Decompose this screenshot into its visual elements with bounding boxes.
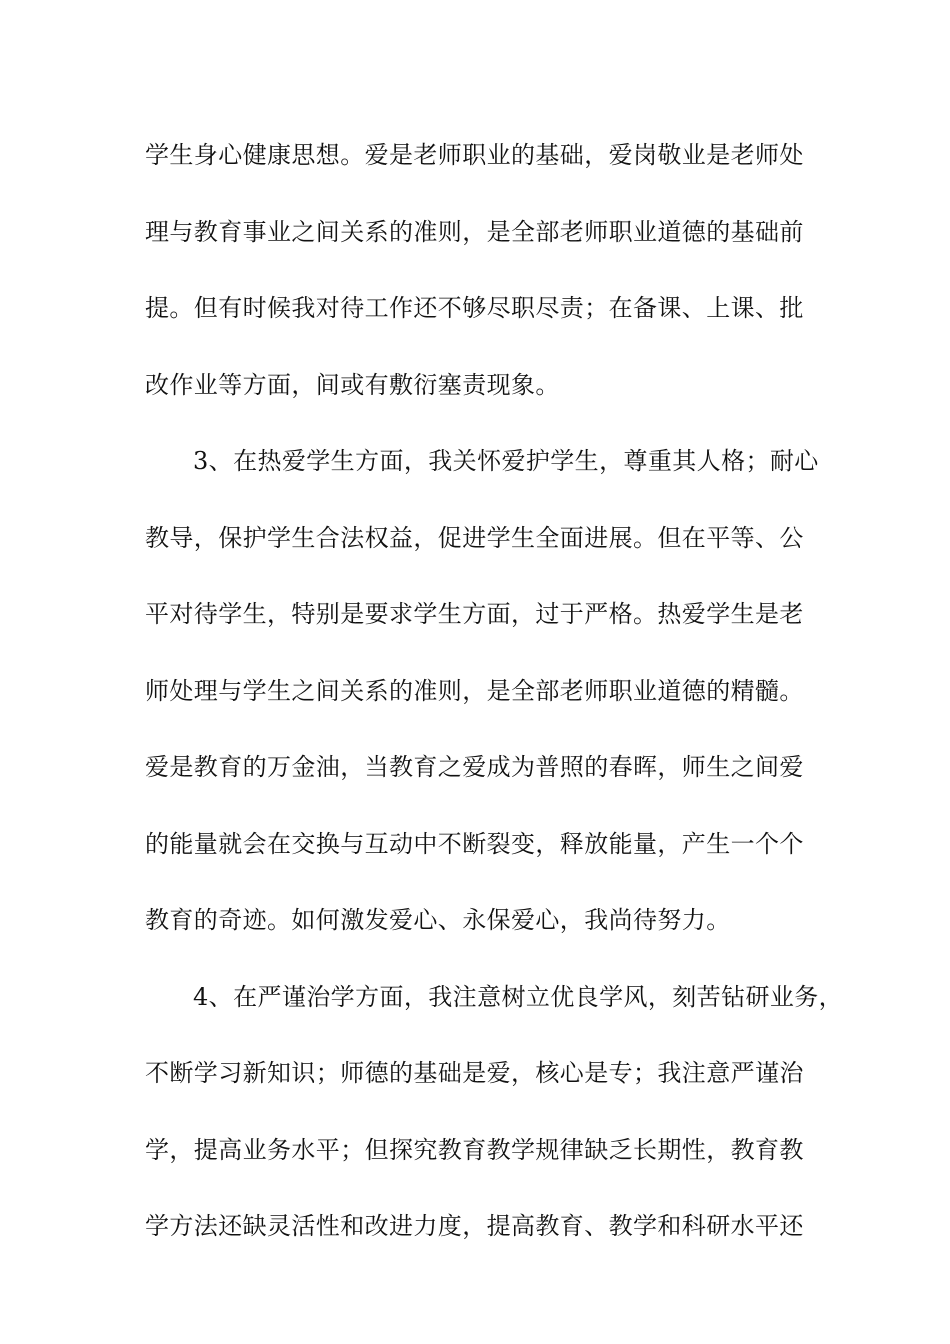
text-line: 学方法还缺灵活性和改进力度，提高教育、教学和科研水平还 [145, 1212, 804, 1240]
text-line: 爱是教育的万金油，当教育之爱成为普照的春晖，师生之间爱 [145, 753, 804, 781]
text-line: 教育的奇迹。如何激发爱心、永保爱心，我尚待努力。 [145, 906, 731, 934]
text-line: 学，提高业务水平；但探究教育教学规律缺乏长期性，教育教 [145, 1135, 804, 1164]
text-line: 学生身心健康思想。爱是老师职业的基础，爱岗敬业是老师处 [145, 141, 804, 169]
text-line: 教导，保护学生合法权益，促进学生全面进展。但在平等、公 [145, 523, 804, 552]
text-line: 提。但有时候我对待工作还不够尽职尽责；在备课、上课、批 [145, 294, 804, 322]
body-text [145, 126, 844, 1274]
text-line: 理与教育事业之间关系的准则，是全部老师职业道德的基础前 [145, 217, 804, 246]
text-line: 师处理与学生之间关系的准则，是全部老师职业道德的精髓。 [145, 676, 804, 705]
text-line: 改作业等方面，间或有敷衍塞责现象。 [145, 370, 560, 399]
text-line: 的能量就会在交换与互动中不断裂变，释放能量，产生一个个 [145, 829, 804, 858]
paragraph-4-first-line: 4、在严谨治学方面，我注意树立优良学风，刻苦钻研业务， [193, 982, 844, 1011]
paragraph-3-first-line: 3、在热爱学生方面，我关怀爱护学生，尊重其人格；耐心 [193, 447, 819, 475]
text-line: 平对待学生，特别是要求学生方面，过于严格。热爱学生是老 [145, 600, 804, 628]
text-line: 不断学习新知识；师德的基础是爱，核心是专；我注意严谨治 [145, 1059, 804, 1087]
